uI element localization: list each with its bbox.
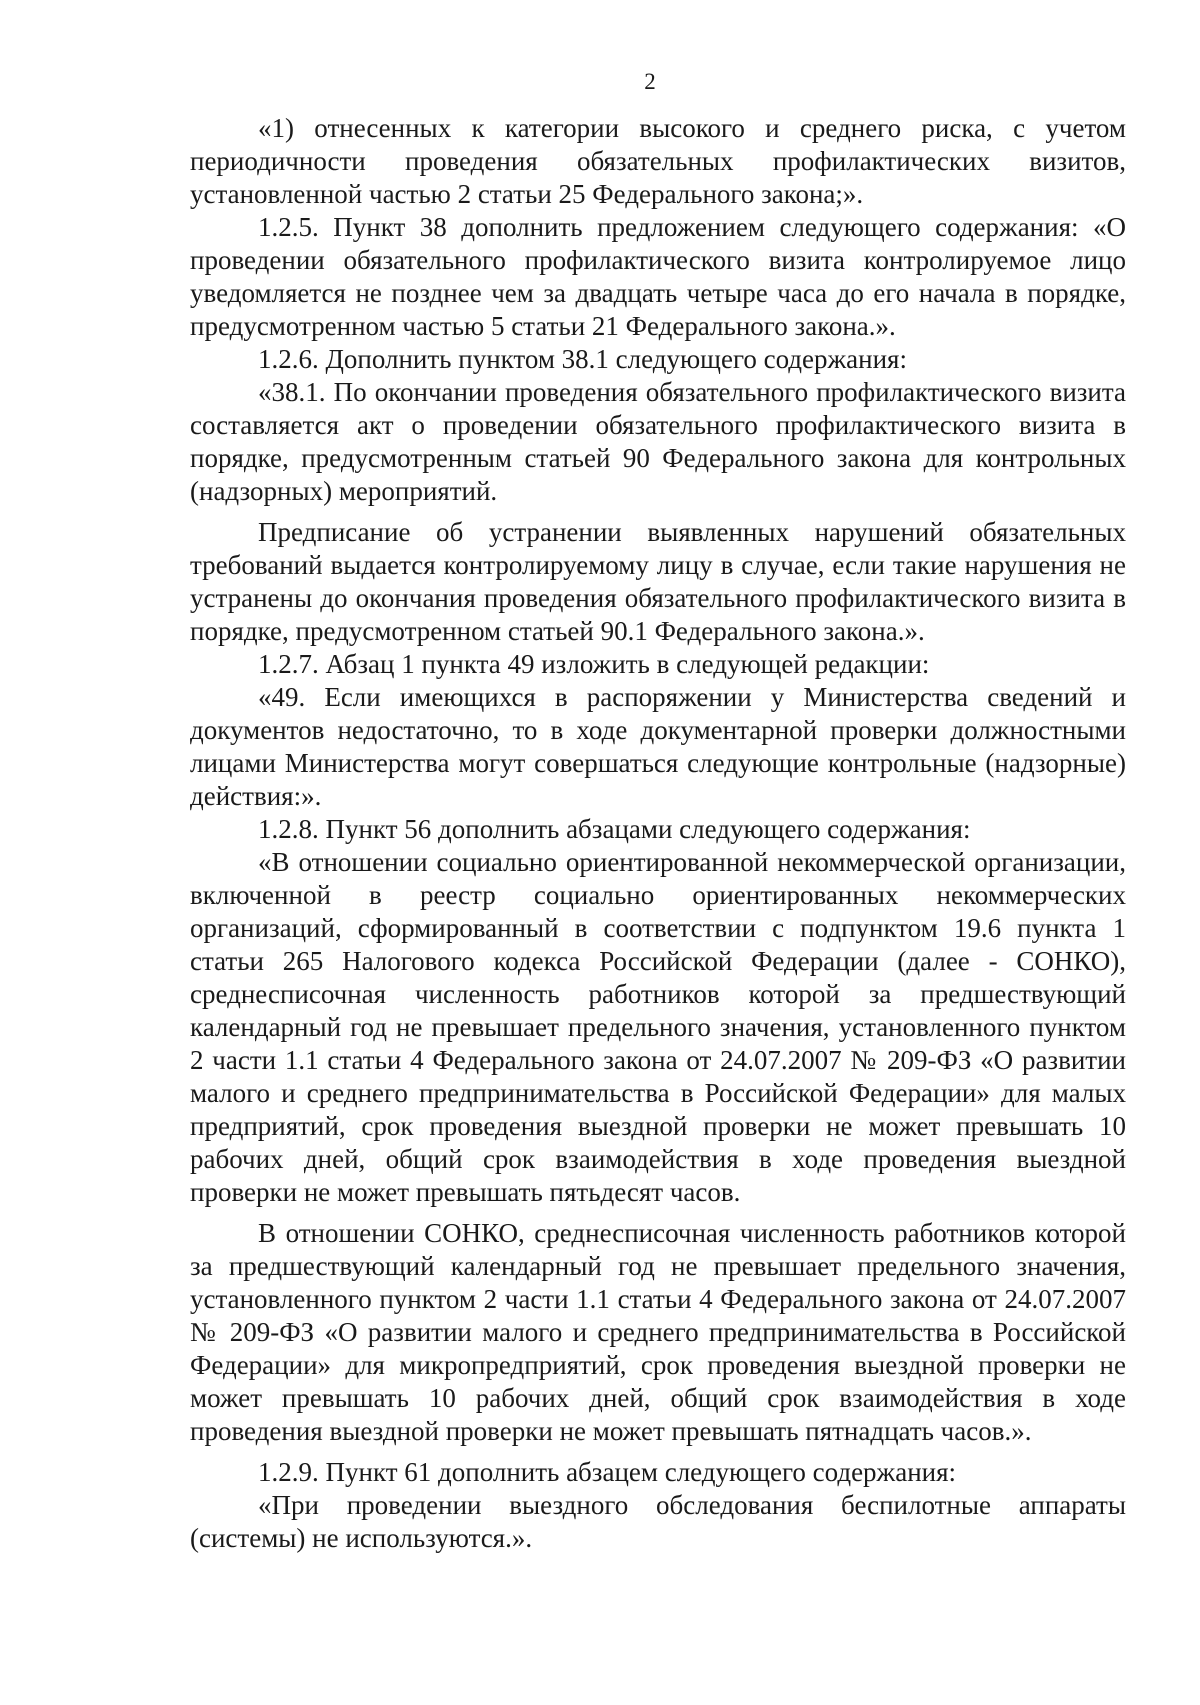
paragraph-38-1: «38.1. По окончании проведения обязательного профилактического визита составляется акт о проведении обязательного профилактического визита в порядке, предусмотренным статьей 90 Федерального закона для контрольных (надзорных) мероприятий. [190,377,1126,506]
paragraph-clause-1: «1) отнесенных к категории высокого и среднего риска, с учетом периодичности проведения обязательных профилактических визитов, установленной частью 2 статьи 25 Федерального закона;». [190,113,1126,209]
paragraph-1-2-9: 1.2.9. Пункт 61 дополнить абзацем следующего содержания: [258,1457,957,1487]
document-body [190,112,1126,1555]
paragraph-1-2-7: 1.2.7. Абзац 1 пункта 49 изложить в следующей редакции: [258,649,930,679]
paragraph-49: «49. Если имеющихся в распоряжении у Министерства сведений и документов недостаточно, то в ходе документарной проверки должностными лицами Министерства могут совершаться следующие контрольные (надзорные) действия:». [190,682,1126,811]
paragraph-sonko-small: «В отношении социально ориентированной некоммерческой организации, включенной в реестр социально ориентированных некоммерческих организаций, сформированный в соответствии с подпунктом 19.6 пункта 1 статьи 265 Налогового кодекса Российской Федерации (далее - СОНКО), среднесписочная численность работников которой за предшествующий календарный год не превышает предельного значения, установленного пунктом 2 части 1.1 статьи 4 Федерального закона от 24.07.2007 № 209-ФЗ «О развитии малого и среднего предпринимательства в Российской Федерации» для малых предприятий, срок проведения выездной проверки не может превышать 10 рабочих дней, общий срок взаимодействия в ходе проведения выездной проверки не может превышать пятьдесят часов. [190,847,1126,1207]
paragraph-1-2-5: 1.2.5. Пункт 38 дополнить предложением следующего содержания: «О проведении обязательного профилактического визита контролируемое лицо уведомляется не позднее чем за двадцать четыре часа до его начала в порядке, предусмотренном частью 5 статьи 21 Федерального закона.». [190,212,1126,341]
paragraph-drones: «При проведении выездного обследования беспилотные аппараты (системы) не используются.». [190,1490,1126,1553]
paragraph-sonko-micro: В отношении СОНКО, среднесписочная численность работников которой за предшествующий календарный год не превышает предельного значения, установленного пунктом 2 части 1.1 статьи 4 Федерального закона от 24.07.2007 № 209-ФЗ «О развитии малого и среднего предпринимательства в Российской Федерации» для микропредприятий, срок проведения выездной проверки не может превышать 10 рабочих дней, общий срок взаимодействия в ходе проведения выездной проверки не может превышать пятнадцать часов.». [190,1218,1126,1446]
paragraph-1-2-6: 1.2.6. Дополнить пунктом 38.1 следующего содержания: [258,344,907,374]
paragraph-1-2-8: 1.2.8. Пункт 56 дополнить абзацами следующего содержания: [258,814,971,844]
paragraph-prescription: Предписание об устранении выявленных нарушений обязательных требований выдается контролируемому лицу в случае, если такие нарушения не устранены до окончания проведения обязательного профилактического визита в порядке, предусмотренном статьей 90.1 Федерального закона.». [190,517,1126,646]
page-number: 2 [644,69,656,94]
